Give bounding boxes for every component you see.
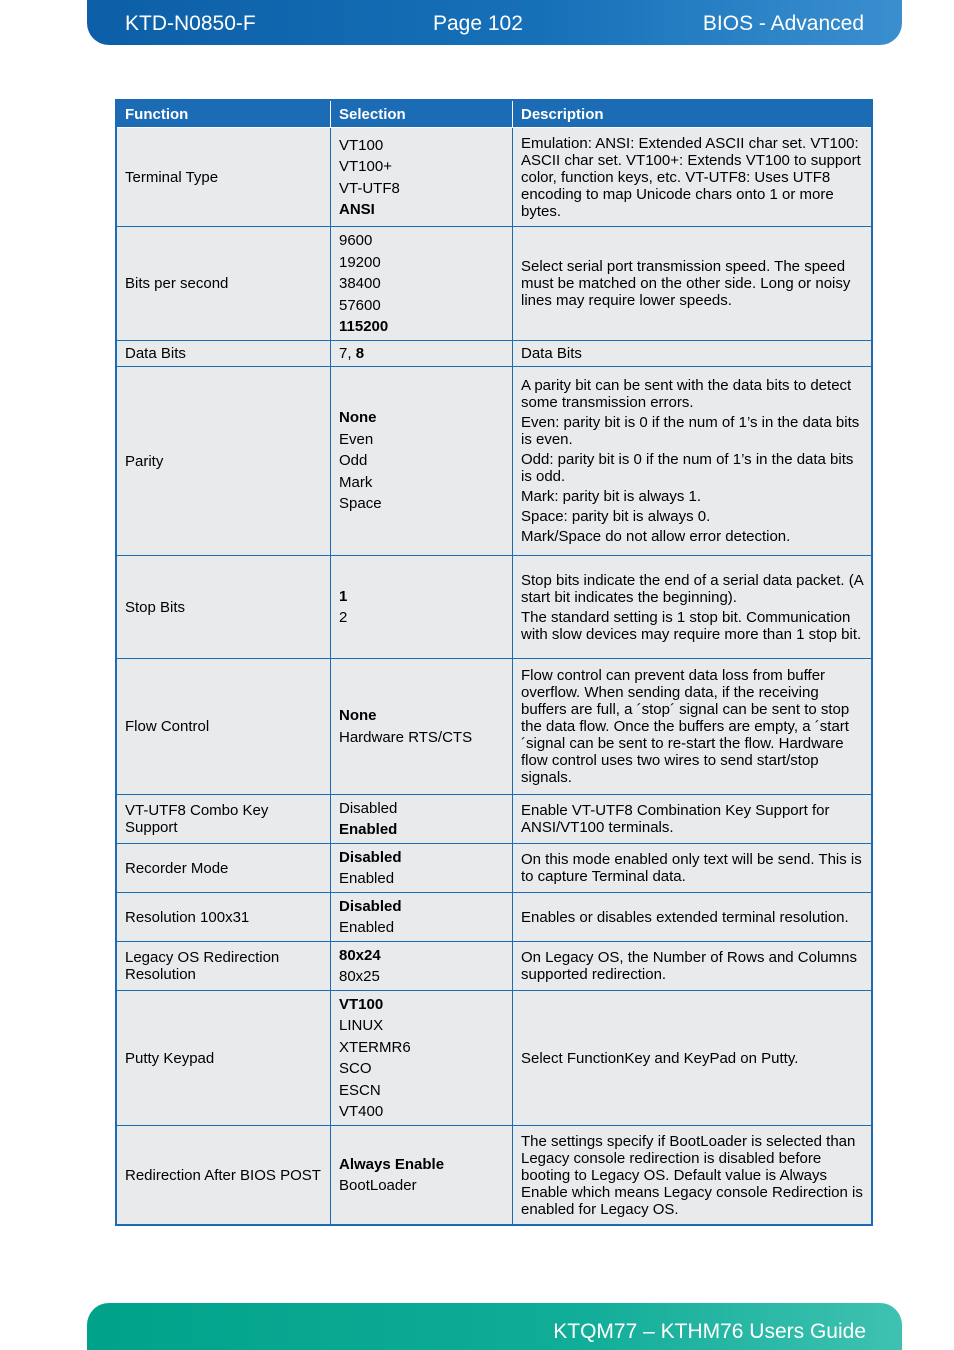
- description-cell: [513, 366, 873, 555]
- function-cell: Terminal Type: [116, 128, 331, 227]
- section-title: BIOS - Advanced: [702, 12, 864, 35]
- table-row: [116, 340, 872, 366]
- description-text: The standard setting is 1 stop bit. Communication with slow devices may require more than 1 stop bit.: [521, 608, 862, 643]
- description-cell: [513, 227, 873, 341]
- option-default: None: [339, 409, 377, 427]
- table-row: [116, 555, 872, 658]
- function-cell: Putty Keypad: [116, 990, 331, 1125]
- option: Hardware RTS/CTS: [339, 728, 473, 746]
- option-default: Always Enable: [339, 1155, 445, 1173]
- description-text: Even: parity bit is 0 if the num of 1’s in the data bits is even.: [521, 414, 860, 448]
- description-text: Stop bits indicate the end of a serial data packet. (A start bit indicates the beginning).: [521, 571, 863, 606]
- selection-cell: [331, 941, 513, 990]
- description-cell: [513, 1125, 873, 1225]
- option-default: ANSI: [339, 201, 375, 218]
- function-cell: Parity: [116, 366, 331, 555]
- option-default: None: [339, 707, 377, 724]
- description-text: A parity bit can be sent with the data bits to detect some transmission errors.: [521, 377, 852, 411]
- function-cell: Recorder Mode: [116, 843, 331, 892]
- function-cell: VT-UTF8 Combo Key Support: [116, 794, 331, 843]
- table-row: [116, 941, 872, 990]
- option: Space: [339, 495, 382, 513]
- option: VT400: [339, 1103, 384, 1120]
- table-row: [116, 1125, 872, 1225]
- page-footer: [87, 1303, 902, 1350]
- function-cell: Data Bits: [116, 340, 331, 366]
- description-text: Space: parity bit is always 0.: [521, 508, 711, 525]
- option: 38400: [339, 275, 381, 292]
- option: 7: [339, 345, 348, 362]
- option: VT100: [339, 136, 384, 154]
- selection-cell: 7, 8: [331, 340, 513, 366]
- description-text: Enable VT-UTF8 Combination Key Support for ANSI/VT100 terminals.: [521, 802, 830, 836]
- table-row: [116, 227, 872, 341]
- description-text: Select serial port transmission speed. The speed must be matched on the other side. Long or noisy lines may require lower speeds.: [521, 258, 851, 310]
- selection-cell: [331, 555, 513, 658]
- description-cell: [513, 990, 873, 1125]
- option-default: Disabled: [339, 897, 402, 915]
- description-text: Mark: parity bit is always 1.: [521, 488, 702, 505]
- option-default: 1: [339, 587, 348, 605]
- option: 9600: [339, 232, 373, 249]
- option: Mark: [339, 473, 373, 491]
- option-default: 115200: [339, 318, 389, 335]
- description-text: Mark/Space do not allow error detection.: [521, 528, 791, 545]
- header-function: Function: [116, 100, 331, 128]
- table-row: [116, 128, 872, 227]
- option: SCO: [339, 1060, 372, 1077]
- description-text: The settings specify if BootLoader is selected than Legacy console redirection is disabled before booting to Legacy OS. Default value is Always Enable which means Legacy console Redirection is enabled for Legacy OS.: [521, 1132, 863, 1218]
- guide-title: KTQM77 – KTHM76 Users Guide: [553, 1320, 866, 1343]
- selection-cell: [331, 366, 513, 555]
- option: Even: [339, 430, 374, 448]
- option: Enabled: [339, 870, 395, 887]
- selection-cell: [331, 128, 513, 227]
- table-row: [116, 892, 872, 941]
- function-cell: Stop Bits: [116, 555, 331, 658]
- function-cell: Redirection After BIOS POST: [116, 1125, 331, 1225]
- description-cell: [513, 658, 873, 794]
- model-number: KTD-N0850-F: [125, 12, 256, 35]
- option: BootLoader: [339, 1177, 417, 1195]
- table-row: [116, 843, 872, 892]
- description-cell: [513, 555, 873, 658]
- header-selection: Selection: [331, 100, 513, 128]
- description-cell: [513, 843, 873, 892]
- option: 80x25: [339, 968, 380, 985]
- function-cell: Legacy OS Redirection Resolution: [116, 941, 331, 990]
- selection-cell: [331, 1125, 513, 1225]
- description-cell: [513, 941, 873, 990]
- option: XTERMR6: [339, 1038, 411, 1056]
- table-row: [116, 366, 872, 555]
- header-description: Description: [513, 100, 873, 128]
- description-text: Odd: parity bit is 0 if the num of 1’s in the data bits is odd.: [521, 451, 854, 485]
- description-text: On this mode enabled only text will be send. This is to capture Terminal data.: [521, 851, 862, 885]
- option-default: 80x24: [339, 946, 381, 964]
- table-row: [116, 990, 872, 1125]
- description-text: Select FunctionKey and KeyPad on Putty.: [521, 1049, 799, 1067]
- function-cell: Resolution 100x31: [116, 892, 331, 941]
- description-text: Flow control can prevent data loss from buffer overflow. When sending data, if the receiving buffers are full, a ´stop´ signal can be sent to stop the data flow. Once the buffers are empty, a ´start ´signal can be sent to re-start the flow. Hardware flow control uses two wires to send start/stop signals.: [521, 667, 850, 786]
- table-row: [116, 658, 872, 794]
- option: Disabled: [339, 799, 398, 817]
- option: VT100+: [339, 158, 392, 175]
- page-number: Page 102: [433, 12, 523, 35]
- description-text: Enables or disables extended terminal resolution.: [521, 908, 849, 926]
- table-row: [116, 794, 872, 843]
- selection-cell: [331, 658, 513, 794]
- option-default: Enabled: [339, 821, 398, 838]
- option: Odd: [339, 452, 368, 470]
- selection-cell: [331, 794, 513, 843]
- bios-settings-table: [115, 99, 873, 1226]
- description-cell: [513, 340, 873, 366]
- function-cell: Flow Control: [116, 658, 331, 794]
- description-text: Emulation: ANSI: Extended ASCII char set. VT100: ASCII char set. VT100+: Extends VT100 to support color, function keys, etc. VT-UTF8: Uses UTF8 encoding to map Unicode chars onto 1 or more bytes.: [521, 135, 861, 220]
- option: ESCN: [339, 1081, 381, 1099]
- description-cell: [513, 794, 873, 843]
- table-header-row: [116, 100, 872, 128]
- description-text: On Legacy OS, the Number of Rows and Columns supported redirection.: [521, 949, 857, 983]
- selection-cell: [331, 227, 513, 341]
- option-default: Disabled: [339, 848, 402, 866]
- option-default: VT100: [339, 995, 384, 1013]
- description-cell: [513, 128, 873, 227]
- page-header: [87, 0, 902, 45]
- selection-cell: [331, 892, 513, 941]
- option: 57600: [339, 296, 381, 314]
- option: 19200: [339, 253, 381, 271]
- function-cell: Bits per second: [116, 227, 331, 341]
- description-cell: [513, 892, 873, 941]
- option: LINUX: [339, 1017, 384, 1034]
- option-default: 8: [355, 345, 365, 362]
- option: Enabled: [339, 919, 395, 936]
- option: 2: [339, 609, 348, 626]
- description-text: Data Bits: [521, 345, 582, 362]
- option: VT-UTF8: [339, 179, 400, 197]
- selection-cell: [331, 990, 513, 1125]
- selection-cell: [331, 843, 513, 892]
